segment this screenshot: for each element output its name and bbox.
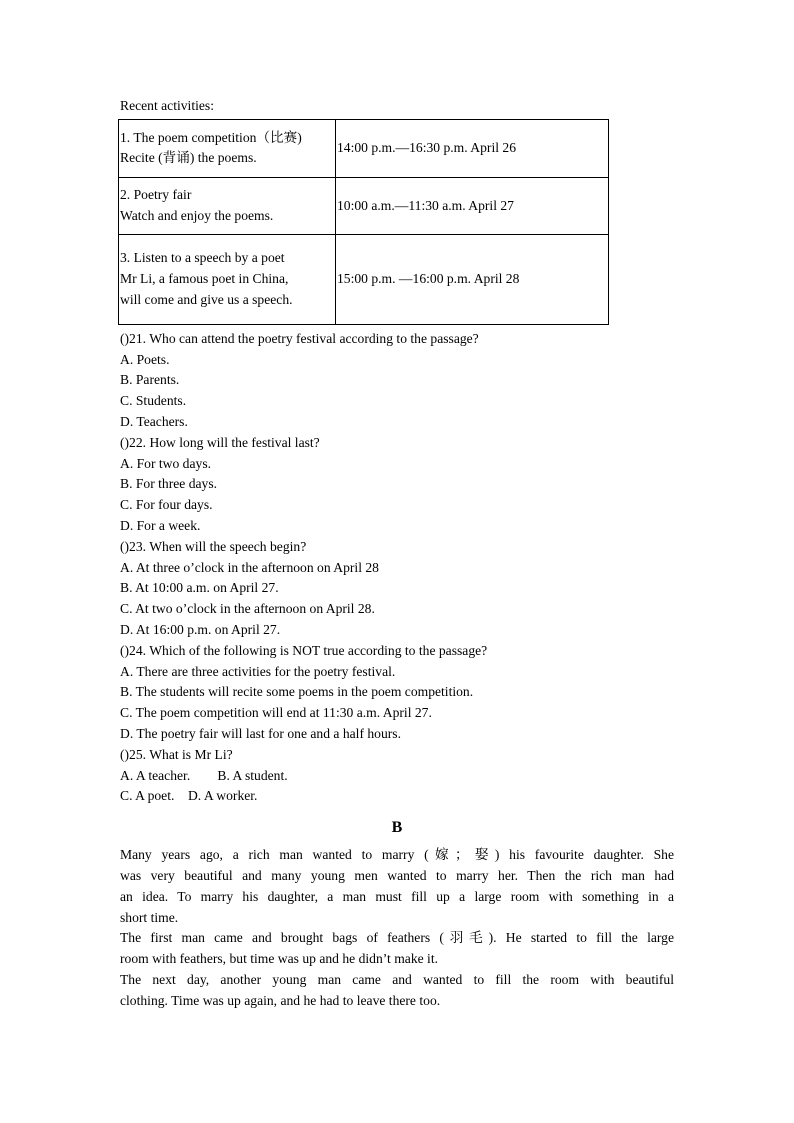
question-stem: ()21. Who can attend the poetry festival according to the passage? <box>120 330 479 346</box>
passage-line: was very beautiful and many young men wanted to marry her. Then the rich man had <box>120 867 674 883</box>
activities-table <box>118 119 609 325</box>
activity-title: 2. Poetry fair <box>120 187 192 203</box>
question-stem: ()22. How long will the festival last? <box>120 434 320 450</box>
option-d: D. The poetry fair will last for one and a half hours. <box>120 725 401 741</box>
passage-line: The first man came and brought bags of feathers (羽毛). He started to fill the large <box>120 930 674 946</box>
passage-line: clothing. Time was up again, and he had to leave there too. <box>120 992 441 1008</box>
activity-description <box>119 234 336 324</box>
options-line-ab: A. A teacher. B. A student. <box>120 767 288 783</box>
options-line-cd: C. A poet. D. A worker. <box>120 788 258 804</box>
activity-title: 3. Listen to a speech by a poet <box>120 250 285 266</box>
option-b: B. At 10:00 a.m. on April 27. <box>120 580 279 596</box>
question-stem: ()24. Which of the following is NOT true according to the passage? <box>120 642 488 658</box>
question-23 <box>120 537 680 641</box>
table-row <box>119 234 609 324</box>
option-b: B. For three days. <box>120 476 218 492</box>
activity-description <box>119 119 336 177</box>
section-heading: Recent activities: <box>120 98 214 113</box>
activity-title: 1. The poem competition（比赛) <box>120 129 302 145</box>
table-row <box>119 177 609 234</box>
option-d: D. Teachers. <box>120 413 188 429</box>
question-21 <box>120 329 680 433</box>
activity-detail: Mr Li, a famous poet in China, <box>120 271 289 286</box>
option-d: D. At 16:00 p.m. on April 27. <box>120 621 281 637</box>
question-stem: ()23. When will the speech begin? <box>120 538 307 554</box>
document-page <box>120 96 680 1012</box>
option-a: A. At three o’clock in the afternoon on April 28 <box>120 559 379 575</box>
activity-detail: will come and give us a speech. <box>120 291 293 307</box>
passage-paragraph <box>120 845 674 928</box>
option-a: A. Poets. <box>120 351 170 367</box>
section-b-title: B <box>391 819 403 837</box>
option-c: C. For four days. <box>120 497 213 513</box>
passage-line: The next day, another young man came and wanted to fill the room with beautiful <box>120 971 674 987</box>
passage-paragraph <box>120 970 674 1012</box>
question-24 <box>120 641 680 745</box>
activity-time: 10:00 a.m.—11:30 a.m. April 27 <box>336 177 609 234</box>
passage-paragraph <box>120 928 674 970</box>
passage-line: room with feathers, but time was up and he didn’t make it. <box>120 951 438 967</box>
passage-line: an idea. To marry his daughter, a man must fill up a large room with something in a <box>120 888 674 904</box>
question-22 <box>120 433 680 537</box>
question-25 <box>120 745 680 807</box>
option-c: C. At two o’clock in the afternoon on April 28. <box>120 601 375 617</box>
table-row <box>119 119 609 177</box>
question-stem: ()25. What is Mr Li? <box>120 746 233 762</box>
activity-time: 15:00 p.m. —16:00 p.m. April 28 <box>336 234 609 324</box>
activity-time: 14:00 p.m.—16:30 p.m. April 26 <box>336 119 609 177</box>
option-b: B. The students will recite some poems in the poem competition. <box>120 684 474 700</box>
passage-line: Many years ago, a rich man wanted to marry (嫁；娶) his favourite daughter. She <box>120 847 674 863</box>
option-c: C. The poem competition will end at 11:30 a.m. April 27. <box>120 705 432 721</box>
passage-line: short time. <box>120 909 179 925</box>
activity-detail: Recite (背诵) the poems. <box>120 150 257 166</box>
option-a: A. There are three activities for the poetry festival. <box>120 663 396 679</box>
option-d: D. For a week. <box>120 517 201 533</box>
option-a: A. For two days. <box>120 455 212 471</box>
activity-description <box>119 177 336 234</box>
activity-detail: Watch and enjoy the poems. <box>120 207 274 223</box>
option-c: C. Students. <box>120 393 187 409</box>
option-b: B. Parents. <box>120 372 180 388</box>
